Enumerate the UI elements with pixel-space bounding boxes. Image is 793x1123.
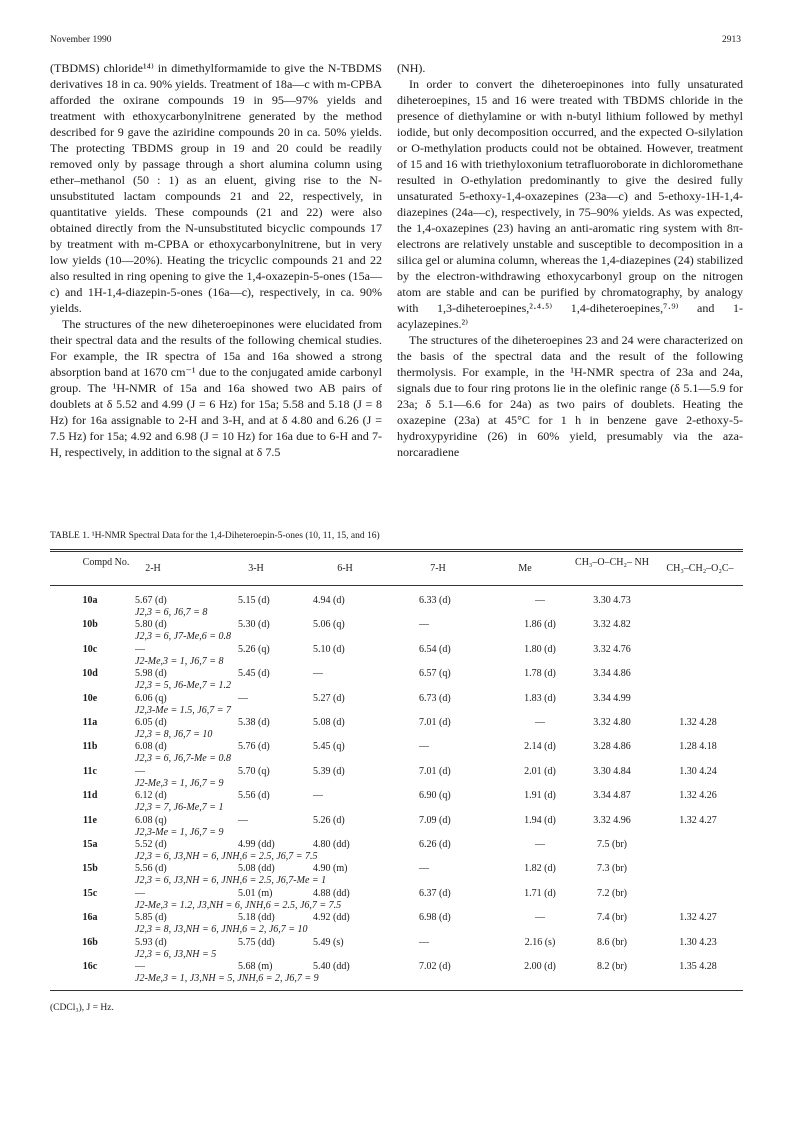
table-cell-h3: 5.45 (d) (238, 668, 270, 680)
table-cell-och2: 3.32 4.80 (593, 717, 631, 728)
table-cell-och2: 7.4 (br) (597, 912, 627, 924)
table-cell-me: 1.94 (d) (524, 814, 556, 826)
table-cell-co2et: 1.32 4.28 (679, 717, 717, 728)
coupling-constants: J2,3 = 6, J7-Me,6 = 0.8 (135, 631, 231, 643)
table-cell-me: — (535, 912, 545, 924)
paragraph: The structures of the new diheteroepinones were elucidated from their spectral data and the results of the following chemical studies. For example, the IR spectra of 15a and 16a showed a strong absorption band at 1670 cm⁻¹ due to the conjugated amide carbonyl group. The ¹H-NMR of 15a and 16a showed two AB pairs of doublets at δ 5.52 and 4.99 (J = 6 Hz) for 15a; 5.58 and 5.18 (J = 8 Hz) for 16a assignable to 2-H and 3-H, and at δ 4.80 and 6.26 (J = 7.5 Hz) for 15a; 4.92 and 6.98 (J = 10 Hz) for 16a due to 6-H and 7-H, respectively, in addition to the signal at δ 7.5 (50, 317, 382, 459)
table-cell-h3: 5.30 (d) (238, 619, 270, 631)
table-cell-me: — (535, 717, 545, 728)
table-cell-h7: 6.26 (d) (419, 839, 451, 850)
table-cell-h6: 5.06 (q) (313, 619, 345, 631)
table-cell-och2: 3.34 4.87 (593, 790, 631, 802)
table-cell-h3: 5.76 (d) (238, 741, 270, 753)
table-cell-id: 11a (82, 717, 98, 728)
table-cell-id: 11b (82, 741, 98, 753)
coupling-constants: J2,3 = 6, J6,7-Me = 0.8 (135, 753, 231, 765)
table-cell-h2: 6.12 (d) (135, 790, 167, 802)
coupling-constants: J2-Me,3 = 1, J6,7 = 9 (135, 777, 224, 789)
table-cell-h7: 7.02 (d) (419, 961, 451, 972)
coupling-constants: J2,3 = 7, J6-Me,7 = 1 (135, 802, 224, 814)
table-cell-h2: 6.05 (d) (135, 717, 167, 728)
table-header-co2et: CH₃–CH₂–O₂C– (666, 563, 734, 574)
table-cell-h2: 6.08 (d) (135, 741, 167, 753)
table-cell-h2: 5.93 (d) (135, 936, 167, 948)
table-header-me: Me (518, 563, 532, 574)
paragraph: (NH). (397, 61, 426, 75)
table-cell-h6: 4.90 (m) (313, 863, 348, 875)
table-cell-h2: 5.98 (d) (135, 668, 167, 680)
table-cell-h3: — (238, 814, 248, 826)
table-cell-och2: 3.30 4.84 (593, 765, 631, 777)
table-cell-co2et: 1.28 4.18 (679, 741, 717, 753)
table-cell-h6: 5.49 (s) (313, 936, 344, 948)
table-caption: TABLE 1. ¹H-NMR Spectral Data for the 1,4-Diheteroepin-5-ones (10, 11, 15, and 16) (50, 531, 380, 541)
table-cell-co2et: 1.32 4.26 (679, 790, 717, 802)
table-cell-h3: 5.68 (m) (238, 961, 273, 972)
table-cell-me: 1.91 (d) (524, 790, 556, 802)
table-cell-och2: 7.5 (br) (597, 839, 627, 850)
table-cell-h3: — (238, 692, 248, 704)
table-top-rule-2 (50, 551, 743, 552)
table-cell-h7: — (419, 936, 429, 948)
table-cell-h2: 5.52 (d) (135, 839, 167, 850)
table-cell-och2: 3.32 4.96 (593, 814, 631, 826)
table-cell-me: — (535, 595, 545, 606)
table-cell-me: 1.82 (d) (524, 863, 556, 875)
coupling-constants: J2-Me,3 = 1.2, J3,NH = 6, JNH,6 = 2.5, J6,7 = 7.5 (135, 899, 342, 911)
table-cell-h3: 5.18 (dd) (238, 912, 275, 924)
table-cell-h2: — (135, 887, 145, 899)
table-header-7h: 7-H (430, 563, 446, 574)
table-cell-h7: 6.54 (d) (419, 643, 451, 655)
coupling-constants: J2,3 = 6, J3,NH = 6, JNH,6 = 2.5, J6,7 = 7.5 (135, 851, 318, 862)
table-cell-me: 2.00 (d) (524, 961, 556, 972)
table-cell-h6: — (313, 790, 323, 802)
table-cell-id: 10d (82, 668, 98, 680)
table-cell-id: 11e (83, 814, 97, 826)
table-cell-id: 15b (82, 863, 98, 875)
table-cell-h2: 5.56 (d) (135, 863, 167, 875)
table-cell-id: 16c (82, 961, 98, 972)
table-header-compd: Compd No. (82, 557, 130, 568)
table-cell-h6: 5.10 (d) (313, 643, 345, 655)
coupling-constants: J2,3 = 5, J6-Me,7 = 1.2 (135, 680, 231, 692)
table-cell-co2et: 1.35 4.28 (679, 961, 717, 972)
right-text-column (397, 60, 743, 460)
table-cell-id: 11c (83, 765, 97, 777)
table-cell-h6: 5.40 (dd) (313, 961, 350, 972)
coupling-constants: J2,3 = 6, J3,NH = 6, JNH,6 = 2.5, J6,7-Me = 1 (135, 875, 327, 887)
table-cell-me: 1.78 (d) (524, 668, 556, 680)
table-cell-id: 10a (82, 595, 98, 606)
coupling-constants: J2,3-Me = 1, J6,7 = 9 (135, 826, 224, 838)
table-cell-id: 10b (82, 619, 98, 631)
table-cell-h7: 6.73 (d) (419, 692, 451, 704)
table-cell-och2: 3.28 4.86 (593, 741, 631, 753)
table-cell-h6: — (313, 668, 323, 680)
coupling-constants: J2,3 = 6, J3,NH = 5 (135, 948, 217, 960)
table-cell-och2: 8.6 (br) (597, 936, 627, 948)
table-cell-h3: 4.99 (dd) (238, 839, 275, 850)
table-cell-id: 16a (82, 912, 98, 924)
table-cell-h3: 5.70 (q) (238, 765, 270, 777)
table-cell-h3: 5.26 (q) (238, 643, 270, 655)
table-cell-h7: 7.01 (d) (419, 765, 451, 777)
table-cell-h3: 5.08 (dd) (238, 863, 275, 875)
table-cell-h7: 6.33 (d) (419, 595, 451, 606)
table-cell-och2: 3.32 4.82 (593, 619, 631, 631)
table-cell-id: 15a (82, 839, 98, 850)
running-header-date: November 1990 (50, 35, 112, 45)
table-cell-h2: 5.85 (d) (135, 912, 167, 924)
table-cell-och2: 3.34 4.99 (593, 692, 631, 704)
table-cell-h3: 5.75 (dd) (238, 936, 275, 948)
table-cell-h7: — (419, 741, 429, 753)
table-cell-id: 10c (82, 643, 98, 655)
left-text-column (50, 60, 382, 460)
table-cell-me: 1.86 (d) (524, 619, 556, 631)
table-cell-co2et: 1.32 4.27 (679, 912, 717, 924)
table-cell-h7: 6.90 (q) (419, 790, 451, 802)
table-cell-h2: — (135, 961, 145, 972)
coupling-constants: J2,3-Me = 1.5, J6,7 = 7 (135, 704, 231, 716)
table-header-3h: 3-H (248, 563, 264, 574)
paragraph: The structures of the diheteroepines 23 and 24 were characterized on the basis of the spectral data and the result of the following thermolysis. For example, in the ¹H-NMR spectra of 23a and 24a, signals due to four ring protons lie in the olefinic range (δ 5.1—5.9 for 23a; δ 5.1—6.6 for 24a) as two pairs of doublets. Heating the oxazepine (23a) at 45°C for 1 h in benzene gave 2-ethoxy-5-hydroxypyridine (26) in 60% yield, presumably via the aza-norcaradiene (397, 333, 743, 459)
table-cell-h6: 5.08 (d) (313, 717, 345, 728)
table-cell-co2et: 1.30 4.24 (679, 765, 717, 777)
paragraph: In order to convert the diheteroepinones into fully unsaturated diheteroepines, 15 and 16 were treated with TBDMS chloride in the presence of diethylamine or with n-butyl lithium followed by methyl iodide, but only decomposition occurred, and the expected O-silylation or O-methylation products could not be obtained. However, treatment of 15 and 16 with triethyloxonium tetrafluoroborate in dichloromethane resulted in O-ethylation predominantly to give the desired fully unsaturated 5-ethoxy-1,4-oxazepines (23a—c) and 5-ethoxy-1H-1,4-diazepines (24a—c), respectively, in 75–90% yields. As was expected, the 1,4-oxazepines (23) having an anti-aromatic ring system with 8π-electrons are relatively unstable and susceptible to decomposition in a silica gel or alumina column, whereas the 1,4-diazepines (24) stabilized by the electron-withdrawing ethoxycarbonyl group on the nitrogen atom are stable and can be purified by chromatography, by analogy with 1,3-diheteroepines,²·⁴·⁵⁾ 1,4-diheteroepines,⁷·⁹⁾ and 1-acylazepines.²⁾ (397, 77, 743, 331)
table-cell-h3: 5.01 (m) (238, 887, 273, 899)
table-cell-och2: 8.2 (br) (597, 961, 627, 972)
table-cell-h6: 4.94 (d) (313, 595, 345, 606)
table-top-rule (50, 549, 743, 550)
table-cell-h6: 5.39 (d) (313, 765, 345, 777)
table-cell-h2: — (135, 765, 145, 777)
table-cell-h3: 5.56 (d) (238, 790, 270, 802)
table-cell-co2et: 1.30 4.23 (679, 936, 717, 948)
table-cell-h7: — (419, 863, 429, 875)
coupling-constants: J2-Me,3 = 1, J3,NH = 5, JNH,6 = 2, J6,7 = 9 (135, 973, 319, 984)
table-bottom-rule (50, 990, 743, 991)
table-cell-id: 15c (82, 887, 98, 899)
table-cell-och2: 3.30 4.73 (593, 595, 631, 606)
table-cell-h7: 6.98 (d) (419, 912, 451, 924)
table-cell-h6: 5.26 (d) (313, 814, 345, 826)
table-cell-h6: 5.45 (q) (313, 741, 345, 753)
table-cell-id: 16b (82, 936, 98, 948)
coupling-constants: J2,3 = 8, J6,7 = 10 (135, 729, 213, 740)
table-cell-h2: 6.06 (q) (135, 692, 167, 704)
table-cell-och2: 7.3 (br) (597, 863, 627, 875)
table-cell-id: 10e (82, 692, 98, 704)
table-cell-me: 2.14 (d) (524, 741, 556, 753)
table-header-rule (50, 585, 743, 586)
table-header-6h: 6-H (337, 563, 353, 574)
table-cell-h7: 6.57 (q) (419, 668, 451, 680)
table-cell-me: 1.71 (d) (524, 887, 556, 899)
table-header-2h: 2-H (145, 563, 161, 574)
table-cell-h7: 7.09 (d) (419, 814, 451, 826)
coupling-constants: J2,3 = 6, J6,7 = 8 (135, 607, 208, 618)
table-cell-h6: 4.88 (dd) (313, 887, 350, 899)
table-cell-h2: 6.08 (q) (135, 814, 167, 826)
table-cell-h7: 6.37 (d) (419, 887, 451, 899)
table-cell-h3: 5.38 (d) (238, 717, 270, 728)
table-cell-co2et: 1.32 4.27 (679, 814, 717, 826)
table-cell-h6: 4.92 (dd) (313, 912, 350, 924)
table-cell-h2: 5.80 (d) (135, 619, 167, 631)
table-cell-h2: — (135, 643, 145, 655)
table-cell-h3: 5.15 (d) (238, 595, 270, 606)
table-cell-h6: 5.27 (d) (313, 692, 345, 704)
table-footnote: (CDCl₃), J = Hz. (50, 1003, 114, 1013)
table-cell-h7: — (419, 619, 429, 631)
table-cell-id: 11d (82, 790, 98, 802)
table-cell-och2: 7.2 (br) (597, 887, 627, 899)
table-row (50, 961, 743, 991)
table-header-och2nh: CH₃–O–CH₂– NH (575, 557, 649, 568)
table-cell-me: 1.80 (d) (524, 643, 556, 655)
table-cell-me: — (535, 839, 545, 850)
table-cell-me: 2.01 (d) (524, 765, 556, 777)
table-cell-h6: 4.80 (dd) (313, 839, 350, 850)
paragraph: (TBDMS) chloride¹⁴⁾ in dimethylformamide to give the N-TBDMS derivatives 18 in ca. 90% yields. Treatment of 18a—c with m-CPBA afforded the oxirane compounds 19 in 95—97% yields and treatment with ethoxycarbonylnitrene generated by the method described for 9 gave the aziridine compounds 20 in ca. 50% yields. The protecting TBDMS group in 19 and 20 could be readily removed only by passage through a short alumina column using ether–methanol (50 : 1) as an eluent, giving rise to the N-unsubstituted lactam compounds 21 and 22, respectively, in quantitative yields. These compounds (21 and 22) were also obtained directly from the N-unsubstituted bicyclic compounds 17 by treatment with m-CPBA or ethoxycarbonylnitrene, but in very low yields (10—20%). Heating the tricyclic compounds 21 and 22 also resulted in ring opening to give the 1,4-oxazepin-5-ones (15a—c) and 1H-1,4-diazepin-5-ones (16a—c), respectively, in ca. 90% yields. (50, 61, 382, 315)
table-cell-och2: 3.32 4.76 (593, 643, 631, 655)
coupling-constants: J2-Me,3 = 1, J6,7 = 8 (135, 655, 224, 667)
table-cell-h2: 5.67 (d) (135, 595, 167, 606)
table-cell-h7: 7.01 (d) (419, 717, 451, 728)
table-cell-me: 1.83 (d) (524, 692, 556, 704)
table-cell-och2: 3.34 4.86 (593, 668, 631, 680)
table-cell-me: 2.16 (s) (524, 936, 556, 948)
page-number: 2913 (722, 35, 741, 45)
coupling-constants: J2,3 = 8, J3,NH = 6, JNH,6 = 2, J6,7 = 10 (135, 924, 308, 936)
